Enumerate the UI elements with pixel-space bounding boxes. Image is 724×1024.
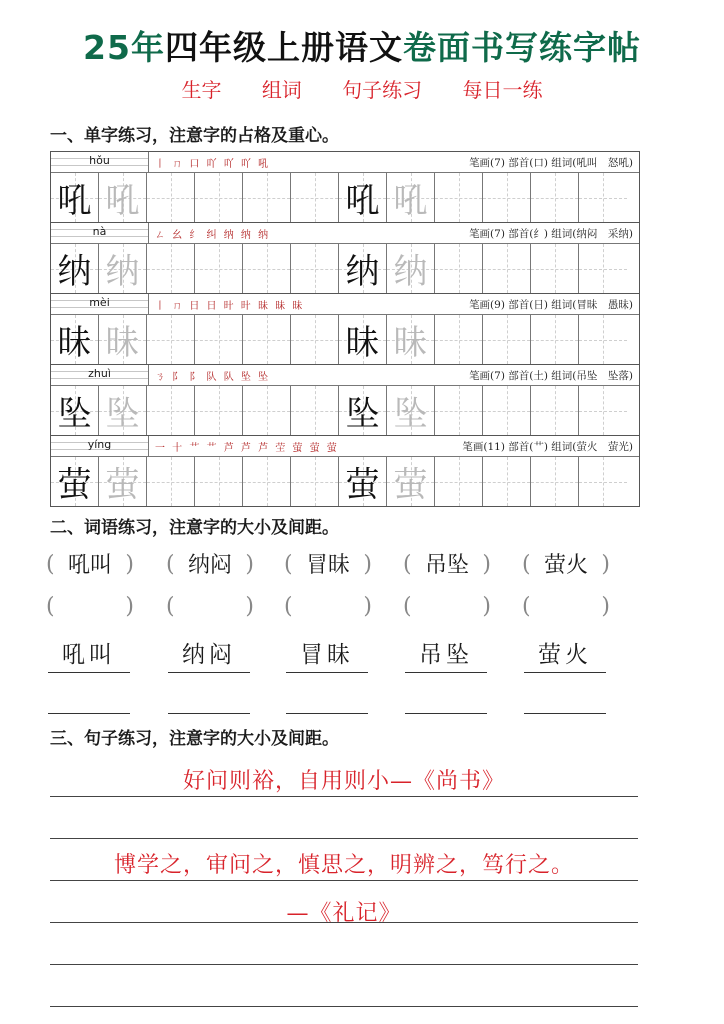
practice-cell[interactable]	[531, 244, 579, 293]
word-line	[286, 636, 368, 673]
word-text: 吼叫	[67, 552, 112, 578]
writing-line	[50, 796, 638, 797]
pinyin-box	[51, 152, 149, 172]
word-box	[168, 548, 252, 578]
blank-word-line[interactable]	[286, 677, 368, 714]
pinyin: yíng	[87, 438, 112, 451]
practice-cells	[51, 386, 639, 435]
pinyin-box	[51, 436, 149, 456]
practice-cell[interactable]	[387, 244, 435, 293]
character-row	[51, 223, 639, 294]
word-box	[48, 548, 132, 578]
bracket-left: (	[403, 552, 412, 577]
title-topic: 卷面书写练字帖	[402, 28, 641, 67]
sentence-1: 好问则裕，自用则小—《尚书》	[182, 769, 505, 794]
practice-cell[interactable]	[51, 457, 99, 506]
practice-cells	[51, 244, 639, 293]
practice-cell[interactable]	[147, 315, 195, 364]
practice-cell[interactable]	[483, 173, 531, 222]
practice-cell[interactable]	[435, 386, 483, 435]
trace-character: 萤	[105, 465, 140, 505]
pinyin-box	[51, 223, 149, 243]
pinyin-box	[51, 365, 149, 385]
section3-title: 三、句子练习，注意字的大小及间距。	[50, 729, 339, 749]
word-line	[48, 636, 130, 673]
character-row	[51, 152, 639, 223]
word-text: 纳闷	[187, 552, 232, 578]
character-practice-grid	[50, 151, 640, 507]
practice-cell[interactable]	[195, 173, 243, 222]
trace-character: 坠	[393, 394, 428, 434]
blank-word-line[interactable]	[168, 677, 250, 714]
practice-cell[interactable]	[291, 386, 339, 435]
model-character: 纳	[345, 252, 380, 292]
practice-cell[interactable]	[147, 173, 195, 222]
practice-cell[interactable]	[579, 244, 627, 293]
practice-cell[interactable]	[531, 386, 579, 435]
practice-cell[interactable]	[387, 173, 435, 222]
page-subtitle	[0, 74, 724, 103]
word-line	[524, 636, 606, 673]
practice-cell[interactable]	[483, 315, 531, 364]
character-row	[51, 436, 639, 506]
practice-cell[interactable]	[99, 244, 147, 293]
bracket-right: )	[482, 552, 491, 577]
trace-character: 昧	[393, 323, 428, 363]
practice-cell[interactable]	[99, 173, 147, 222]
writing-line	[50, 1006, 638, 1007]
practice-cell[interactable]	[243, 315, 291, 364]
practice-cell[interactable]	[579, 315, 627, 364]
model-character: 昧	[345, 323, 380, 363]
writing-line	[50, 922, 638, 923]
trace-character: 坠	[105, 394, 140, 434]
practice-cell[interactable]	[51, 173, 99, 222]
model-character: 萤	[57, 465, 92, 505]
practice-cells	[51, 173, 639, 222]
character-meta: 笔画(7) 部首(口) 组词(吼叫 怒吼)	[469, 156, 633, 169]
empty-word-box[interactable]	[524, 590, 608, 620]
section1-title: 一、单字练习，注意字的占格及重心。	[50, 126, 339, 146]
character-info-bar	[51, 294, 639, 315]
practice-cell[interactable]	[195, 315, 243, 364]
bracket-left: (	[403, 594, 412, 619]
practice-cell[interactable]	[483, 457, 531, 506]
practice-cell[interactable]	[243, 244, 291, 293]
word-line	[168, 636, 250, 673]
character-row	[51, 294, 639, 365]
practice-cell[interactable]	[483, 386, 531, 435]
bracket-left: (	[166, 552, 175, 577]
model-character: 昧	[57, 323, 92, 363]
bracket-right: )	[601, 552, 610, 577]
trace-character: 吼	[393, 181, 428, 221]
practice-cell[interactable]	[99, 315, 147, 364]
word-line-text: 吼叫	[62, 642, 116, 668]
sentence-2: 博学之，审问之，慎思之，明辨之，笃行之。	[113, 853, 574, 878]
bracket-left: (	[522, 552, 531, 577]
character-info-bar	[51, 365, 639, 386]
title-grade: 四年级上册语文	[164, 28, 403, 67]
blank-word-line[interactable]	[524, 677, 606, 714]
pinyin-box	[51, 294, 149, 314]
practice-cell[interactable]	[339, 173, 387, 222]
practice-cell[interactable]	[531, 457, 579, 506]
character-meta: 笔画(9) 部首(日) 组词(冒昧 愚昧)	[469, 298, 633, 311]
bracket-right: )	[482, 594, 491, 619]
bracket-right: )	[125, 594, 134, 619]
practice-cell[interactable]	[147, 457, 195, 506]
word-line-text: 吊坠	[419, 642, 473, 668]
subtitle-item: 生字	[181, 78, 222, 102]
word-line	[405, 636, 487, 673]
stroke-order: ㄥ 幺 纟 纠 纳 纳 纳	[155, 229, 271, 241]
practice-cell[interactable]	[339, 315, 387, 364]
practice-cell[interactable]	[291, 457, 339, 506]
practice-cells	[51, 457, 639, 506]
character-info-bar	[51, 223, 639, 244]
word-line-text: 纳闷	[182, 642, 236, 668]
practice-cell[interactable]	[147, 244, 195, 293]
empty-word-box[interactable]	[405, 590, 489, 620]
trace-character: 吼	[105, 181, 140, 221]
trace-character: 纳	[393, 252, 428, 292]
blank-word-line[interactable]	[405, 677, 487, 714]
word-text: 冒昧	[305, 552, 350, 578]
bracket-left: (	[284, 594, 293, 619]
practice-cell[interactable]	[387, 457, 435, 506]
subtitle-item: 组词	[261, 78, 302, 102]
practice-cell[interactable]	[195, 386, 243, 435]
trace-character: 纳	[105, 252, 140, 292]
practice-cell[interactable]	[339, 244, 387, 293]
practice-cell[interactable]	[531, 315, 579, 364]
practice-cell[interactable]	[243, 457, 291, 506]
practice-cell[interactable]	[387, 386, 435, 435]
empty-word-box[interactable]	[286, 590, 370, 620]
word-line-text: 冒昧	[300, 642, 354, 668]
pinyin: zhuì	[88, 367, 111, 380]
practice-cell[interactable]	[339, 457, 387, 506]
stroke-order: 一 十 艹 艹 芦 芦 芦 茔 萤 萤 萤	[155, 442, 339, 454]
empty-word-box[interactable]	[168, 590, 252, 620]
page-title	[0, 22, 724, 69]
practice-cell[interactable]	[435, 457, 483, 506]
stroke-order: ㄋ 阝 阝 队 队 坠 坠	[155, 371, 271, 383]
empty-word-box[interactable]	[48, 590, 132, 620]
bracket-left: (	[522, 594, 531, 619]
model-character: 纳	[57, 252, 92, 292]
section2-title: 二、词语练习，注意字的大小及间距。	[50, 518, 339, 538]
practice-cell[interactable]	[195, 244, 243, 293]
practice-cell[interactable]	[579, 386, 627, 435]
practice-cell[interactable]	[195, 457, 243, 506]
bracket-right: )	[601, 594, 610, 619]
writing-line	[50, 838, 638, 839]
bracket-left: (	[166, 594, 175, 619]
model-character: 坠	[345, 394, 380, 434]
word-box-row	[48, 548, 668, 582]
subtitle-item: 每日一练	[462, 78, 543, 102]
model-character: 吼	[345, 181, 380, 221]
model-character: 坠	[57, 394, 92, 434]
bracket-right: )	[125, 552, 134, 577]
pinyin: mèi	[89, 296, 110, 309]
practice-cells	[51, 315, 639, 364]
trace-character: 萤	[393, 465, 428, 505]
practice-cell[interactable]	[99, 386, 147, 435]
character-meta: 笔画(11) 部首(艹) 组词(萤火 萤光)	[462, 440, 633, 453]
word-box	[524, 548, 608, 578]
sentence-2-source: —《礼记》	[286, 901, 402, 926]
writing-line	[50, 964, 638, 965]
bracket-right: )	[245, 552, 254, 577]
practice-cell[interactable]	[291, 315, 339, 364]
bracket-left: (	[46, 552, 55, 577]
practice-cell[interactable]	[387, 315, 435, 364]
stroke-order: 丨 ㄇ 口 吖 吖 吖 吼	[155, 158, 271, 170]
model-character: 萤	[345, 465, 380, 505]
practice-cell[interactable]	[291, 173, 339, 222]
blank-word-line[interactable]	[48, 677, 130, 714]
pinyin: hǒu	[89, 154, 110, 167]
practice-cell[interactable]	[339, 386, 387, 435]
practice-cell[interactable]	[435, 315, 483, 364]
pinyin: nà	[92, 225, 107, 238]
bracket-right: )	[363, 552, 372, 577]
word-text: 吊坠	[424, 552, 469, 578]
practice-cell[interactable]	[435, 173, 483, 222]
practice-cell[interactable]	[435, 244, 483, 293]
bracket-left: (	[46, 594, 55, 619]
character-info-bar	[51, 152, 639, 173]
practice-cell[interactable]	[243, 173, 291, 222]
practice-cell[interactable]	[99, 457, 147, 506]
subtitle-item: 句子练习	[342, 78, 423, 102]
title-year: 25年	[83, 28, 165, 67]
trace-character: 昧	[105, 323, 140, 363]
character-meta: 笔画(7) 部首(纟) 组词(纳闷 采纳)	[469, 227, 633, 240]
practice-cell[interactable]	[579, 457, 627, 506]
practice-cell[interactable]	[483, 244, 531, 293]
practice-cell[interactable]	[243, 386, 291, 435]
practice-cell[interactable]	[531, 173, 579, 222]
model-character: 吼	[57, 181, 92, 221]
word-box	[405, 548, 489, 578]
practice-cell[interactable]	[51, 315, 99, 364]
bracket-right: )	[245, 594, 254, 619]
practice-cell[interactable]	[51, 244, 99, 293]
character-info-bar	[51, 436, 639, 457]
practice-cell[interactable]	[291, 244, 339, 293]
bracket-left: (	[284, 552, 293, 577]
character-meta: 笔画(7) 部首(土) 组词(吊坠 坠落)	[469, 369, 633, 382]
practice-cell[interactable]	[147, 386, 195, 435]
writing-line	[50, 880, 638, 881]
empty-box-row	[48, 590, 668, 624]
stroke-order: 丨 ㄇ 日 日 旪 旪 昧 昧 昧	[155, 300, 305, 312]
word-text: 萤火	[543, 552, 588, 578]
character-row	[51, 365, 639, 436]
practice-cell[interactable]	[51, 386, 99, 435]
bracket-right: )	[363, 594, 372, 619]
practice-cell[interactable]	[579, 173, 627, 222]
word-line-text: 萤火	[538, 642, 592, 668]
word-box	[286, 548, 370, 578]
